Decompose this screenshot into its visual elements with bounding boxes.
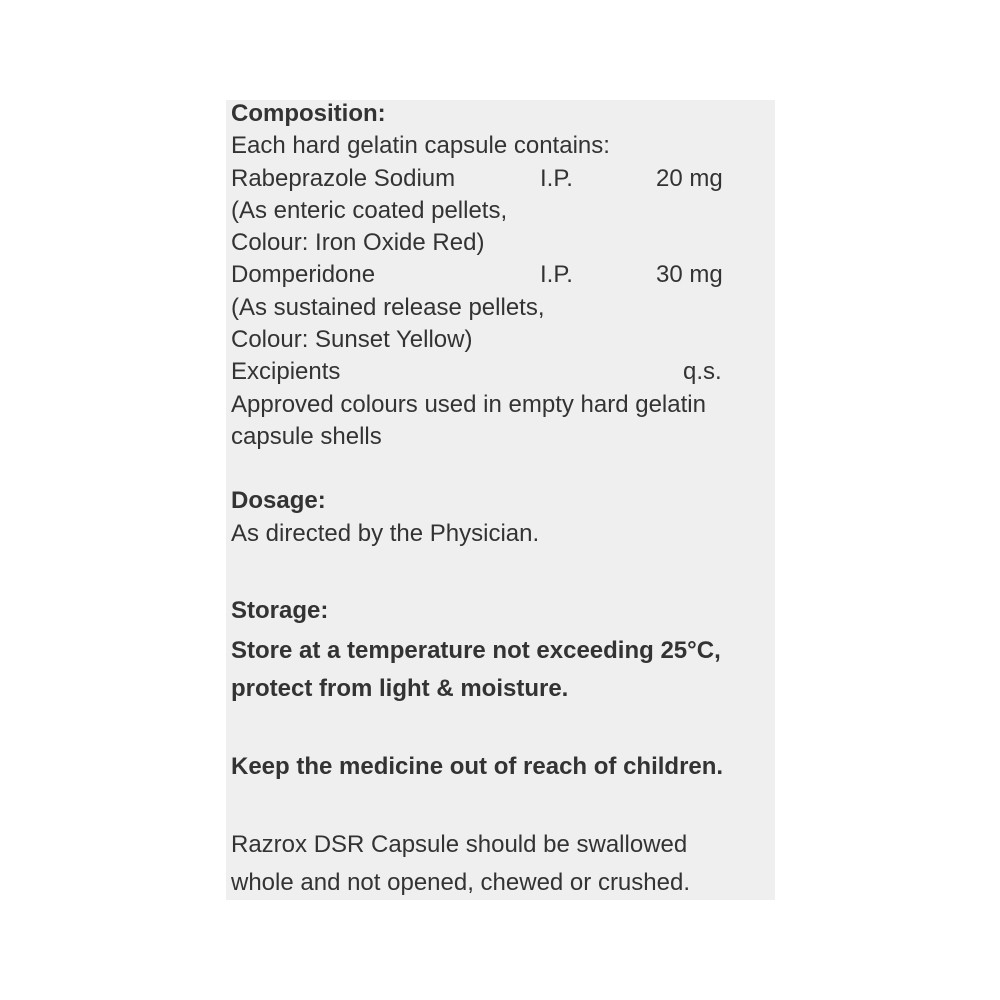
ingredient-amount: 30 mg [656,261,723,288]
colours-note: capsule shells [231,423,382,450]
ingredient-row [231,165,455,193]
colours-note: Approved colours used in empty hard gelatin [231,391,706,418]
ingredient-standard: I.P. [540,261,573,288]
storage-line: Store at a temperature not exceeding 25°C, [231,637,721,664]
warning-text: Keep the medicine out of reach of children. [231,753,724,780]
ingredient-note: (As sustained release pellets, [231,294,545,321]
ingredient-name: Rabeprazole Sodium [231,165,456,192]
dosage-text: As directed by the Physician. [231,520,540,547]
storage-heading: Storage: [231,597,329,624]
ingredient-standard: I.P. [540,165,573,192]
storage-line: protect from light & moisture. [231,675,569,702]
composition-heading: Composition: [231,100,386,127]
instruction-line: Razrox DSR Capsule should be swallowed [231,831,688,858]
ingredient-name: Domperidone [231,261,376,288]
label-panel [226,100,775,900]
ingredient-note: (As enteric coated pellets, [231,197,508,224]
ingredient-row [231,261,375,289]
excipients-name: Excipients [231,358,341,385]
dosage-heading: Dosage: [231,487,326,514]
excipients-amount: q.s. [683,358,722,385]
ingredient-note: Colour: Sunset Yellow) [231,326,473,353]
ingredient-note: Colour: Iron Oxide Red) [231,229,485,256]
composition-intro: Each hard gelatin capsule contains: [231,132,610,159]
instruction-line: whole and not opened, chewed or crushed. [231,869,690,896]
ingredient-amount: 20 mg [656,165,723,192]
